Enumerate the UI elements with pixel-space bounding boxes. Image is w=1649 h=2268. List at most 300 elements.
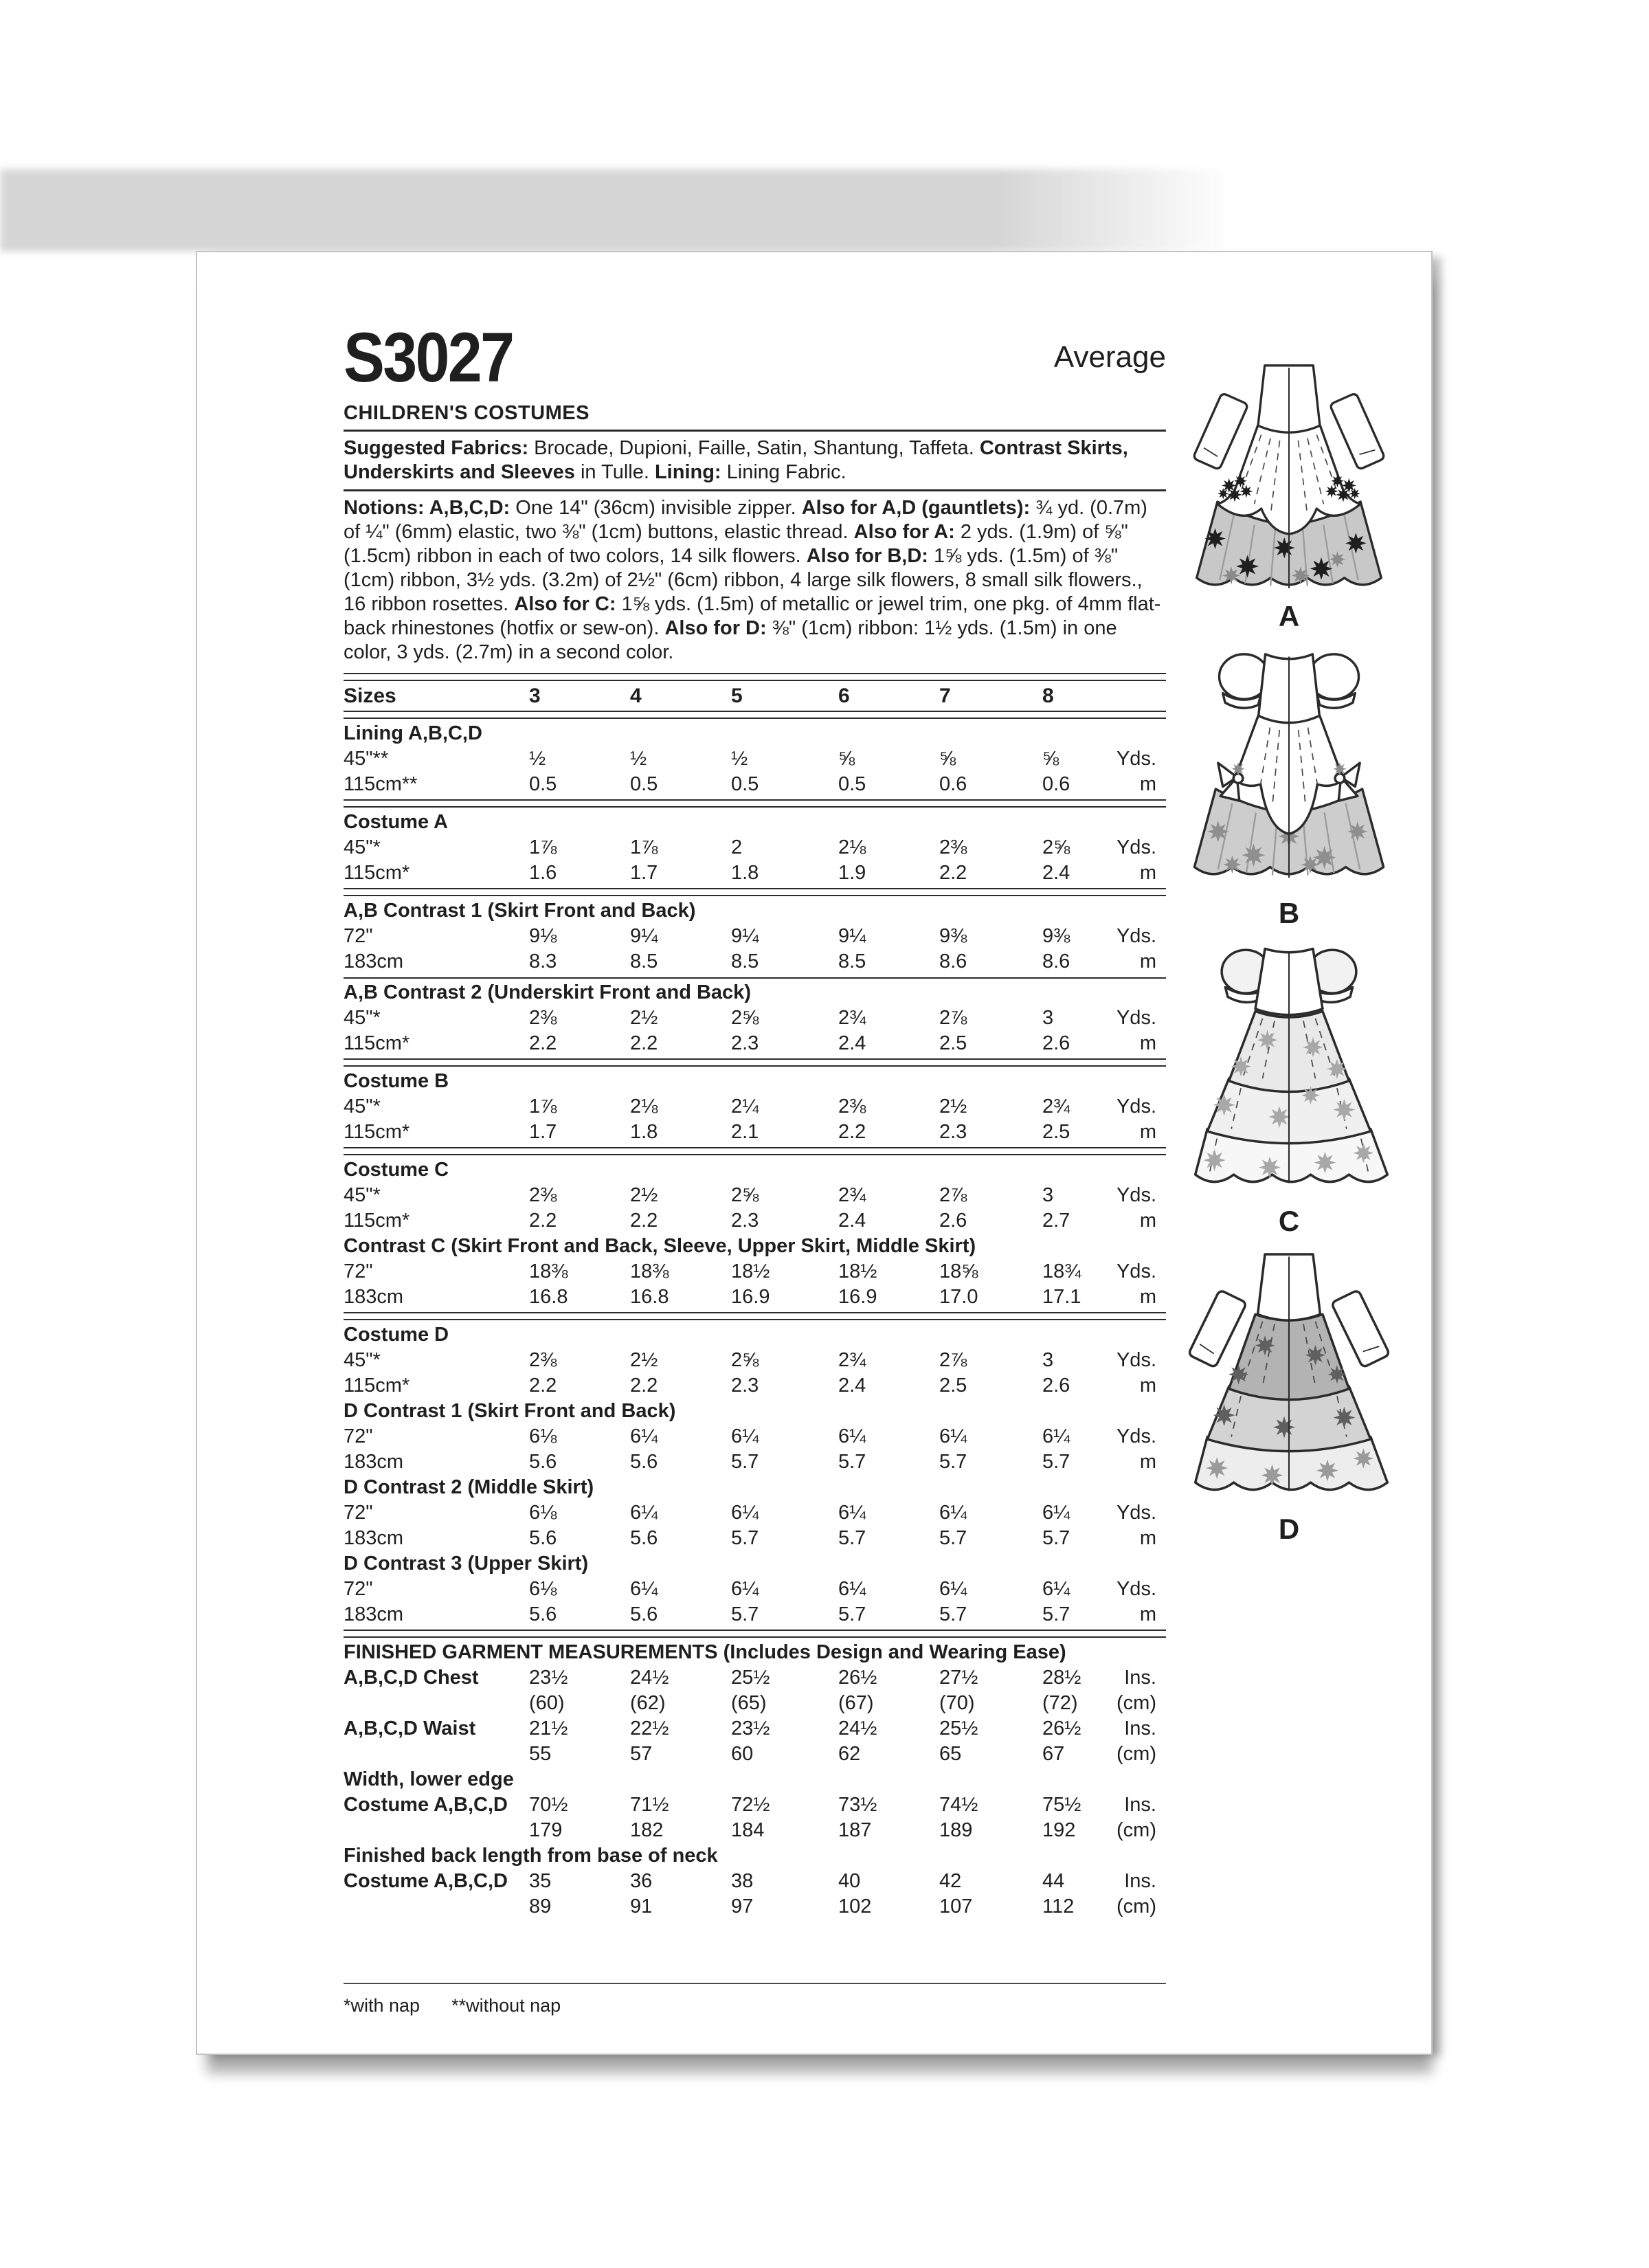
size-value: 2⅝ (731, 1007, 759, 1029)
size-value: 8.3 (529, 950, 557, 972)
table-row (344, 860, 1166, 886)
heading-rule (344, 430, 1166, 432)
size-value: 67 (1042, 1743, 1065, 1765)
table-row (344, 746, 1166, 772)
row-unit: m (1139, 1286, 1156, 1308)
size-value: 6⅛ (529, 1578, 557, 1600)
size-value: 25½ (731, 1667, 770, 1689)
table-body (344, 721, 1166, 1920)
table-row (344, 1285, 1166, 1310)
text-segment: Notions: A,B,C,D: (344, 497, 511, 519)
size-value: 2.3 (731, 1210, 759, 1232)
fabrics-rule (344, 489, 1166, 491)
size-value: 187 (838, 1819, 872, 1841)
size-header: 3 (529, 684, 541, 707)
text-segment: Also for B,D: (806, 545, 928, 567)
text-segment: Also for C: (514, 593, 616, 615)
size-value: 5.7 (731, 1603, 759, 1625)
table-row (344, 1348, 1166, 1373)
row-unit: Yds. (1116, 1425, 1156, 1447)
size-value: 1⅞ (630, 836, 658, 858)
row-unit: Yds. (1116, 1007, 1156, 1029)
row-label: 183cm (344, 1451, 404, 1473)
size-value: 2⅞ (939, 1349, 967, 1371)
size-value: 1⅞ (529, 1096, 557, 1118)
size-value: 1.7 (630, 862, 658, 884)
fabrics-paragraph (344, 436, 1166, 485)
row-label: 72" (344, 925, 373, 947)
row-label: Costume A,B,C,D (344, 1870, 508, 1892)
row-label: 72" (344, 1425, 373, 1447)
table-top-rule (344, 673, 1166, 681)
row-label: 72" (344, 1260, 373, 1282)
size-value: 2¾ (838, 1349, 866, 1371)
size-value: 18¾ (1042, 1260, 1081, 1282)
text-segment: Also for A,D (gauntlets): (801, 497, 1031, 519)
size-value: 2⅜ (939, 836, 967, 858)
size-value: 5.6 (630, 1603, 658, 1625)
size-value: 6¼ (939, 1425, 967, 1447)
row-unit: Ins. (1124, 1717, 1156, 1739)
row-unit: m (1139, 1527, 1156, 1549)
size-value: 8.5 (838, 950, 866, 972)
size-value: 1.7 (529, 1121, 557, 1143)
view-d-label: D (1278, 1513, 1300, 1545)
row-label: 115cm* (344, 1375, 410, 1397)
table-row (344, 1577, 1166, 1602)
size-value: (60) (529, 1692, 565, 1714)
size-value: 0.6 (939, 773, 967, 795)
size-value: 2⅞ (939, 1007, 967, 1029)
size-value: 16.8 (529, 1286, 568, 1308)
row-label: 72" (344, 1578, 373, 1600)
size-value: 2.2 (630, 1375, 658, 1397)
size-value: 6¼ (939, 1578, 967, 1600)
size-value: ½ (529, 748, 546, 770)
size-value: 35 (529, 1870, 552, 1892)
size-value: 3 (1042, 1007, 1054, 1029)
text-segment: in Tulle. (574, 461, 655, 483)
size-value: 44 (1042, 1870, 1065, 1892)
size-value: 16.9 (838, 1286, 877, 1308)
view-a (1174, 354, 1404, 633)
size-value: 24½ (838, 1717, 877, 1739)
size-value: 16.8 (630, 1286, 669, 1308)
size-value: 6¼ (1042, 1425, 1070, 1447)
size-value: 6¼ (630, 1502, 658, 1524)
size-value: 2.3 (731, 1032, 759, 1054)
table-section-title: Lining A,B,C,D (344, 722, 482, 744)
row-unit: m (1139, 950, 1156, 972)
text-segment: Lining Fabric. (721, 461, 846, 483)
size-value: 21½ (529, 1717, 568, 1739)
size-value: 1.8 (731, 862, 759, 884)
size-value: 55 (529, 1743, 552, 1765)
size-value: 17.0 (939, 1286, 978, 1308)
size-value: 6¼ (731, 1502, 759, 1524)
size-value: 2.5 (939, 1032, 967, 1054)
size-header: 4 (630, 684, 642, 707)
difficulty-rating: Average (1053, 340, 1166, 374)
size-value: 8.6 (1042, 950, 1070, 972)
row-label: 115cm* (344, 1032, 410, 1054)
size-value: 5.6 (529, 1451, 557, 1473)
table-row (344, 1449, 1166, 1475)
size-value: 6⅛ (529, 1425, 557, 1447)
size-value: 6⅛ (529, 1502, 557, 1524)
size-value: 5.7 (731, 1451, 759, 1473)
size-value: 3 (1042, 1349, 1054, 1371)
row-unit: Yds. (1116, 1502, 1156, 1524)
size-value: 2⅜ (838, 1096, 866, 1118)
table-section-title: D Contrast 3 (Upper Skirt) (344, 1553, 589, 1575)
size-value: 38 (731, 1870, 754, 1892)
size-value: (65) (731, 1692, 767, 1714)
table-row (344, 1183, 1166, 1208)
size-value: 65 (939, 1743, 962, 1765)
top-shadow-band (0, 169, 1247, 252)
dress-a-illustration (1174, 354, 1404, 599)
size-value: 2.4 (838, 1032, 866, 1054)
text-segment: ¾ yd. (0.7m) of ¼" (6mm) elastic, two ⅜" (1cm) buttons, elastic thread. (344, 497, 1147, 543)
row-unit: m (1139, 1210, 1156, 1232)
dress-c-illustration (1169, 937, 1409, 1203)
size-value: 6¼ (1042, 1502, 1070, 1524)
size-value: ½ (630, 748, 647, 770)
size-value: 5.7 (939, 1527, 967, 1549)
size-value: 27½ (939, 1667, 978, 1689)
size-value: 9¼ (731, 925, 759, 947)
size-value: 2⅝ (1042, 836, 1070, 858)
size-value: 9⅜ (939, 925, 967, 947)
size-header: 5 (731, 684, 743, 707)
size-value: 2.7 (1042, 1210, 1070, 1232)
table-row (344, 1894, 1166, 1920)
row-label: 115cm** (344, 773, 418, 795)
size-value: 2⅛ (630, 1096, 658, 1118)
size-value: 0.5 (838, 773, 866, 795)
table-row (344, 1792, 1166, 1818)
view-a-label: A (1278, 600, 1300, 632)
table-section-rule (344, 1058, 1166, 1067)
table-subheading: Width, lower edge (344, 1768, 514, 1790)
size-value: 102 (838, 1895, 872, 1917)
table-row (344, 1716, 1166, 1742)
row-unit: m (1139, 773, 1156, 795)
table-section-title: Costume B (344, 1070, 449, 1092)
size-value: 18⅜ (630, 1260, 669, 1282)
size-value: 189 (939, 1819, 973, 1841)
size-value: 5.7 (838, 1451, 866, 1473)
size-value: 2⅜ (529, 1349, 557, 1371)
text-segment: Also for A: (853, 521, 955, 543)
size-value: ⅝ (838, 748, 855, 770)
size-value: 6¼ (630, 1425, 658, 1447)
table-row (344, 772, 1166, 797)
row-unit: (cm) (1117, 1895, 1156, 1917)
table-section-rule (344, 1147, 1166, 1155)
size-value: 18½ (731, 1260, 770, 1282)
footnote-with-nap: *with nap (344, 1995, 420, 2016)
view-d (1169, 1245, 1409, 1546)
size-header: 7 (939, 684, 951, 707)
size-value: 75½ (1042, 1794, 1081, 1816)
size-value: 182 (630, 1819, 664, 1841)
row-label: 115cm* (344, 1121, 410, 1143)
row-label: 183cm (344, 1527, 404, 1549)
size-value: 8.5 (630, 950, 658, 972)
table-section-rule (344, 977, 1166, 979)
size-value: 2.6 (939, 1210, 967, 1232)
size-value: 1.6 (529, 862, 557, 884)
size-value: 2.2 (529, 1032, 557, 1054)
size-value: ½ (731, 748, 748, 770)
footnote-without-nap: **without nap (451, 1995, 561, 2016)
size-value: 6¼ (838, 1425, 866, 1447)
size-value: 5.7 (838, 1527, 866, 1549)
row-label: Costume A,B,C,D (344, 1794, 508, 1816)
size-value: 18⅝ (939, 1260, 978, 1282)
size-value: 72½ (731, 1794, 770, 1816)
text-segment: 1⅝ yds. (1.5m) of ⅜" (1cm) ribbon, 3½ yds. (3.2m) of 2½" (6cm) ribbon, 4 large silk flowers, 8 small silk flowers., 16 ribbon rosettes. (344, 545, 1143, 615)
row-label: 72" (344, 1502, 373, 1524)
row-label: 45"* (344, 1349, 381, 1371)
footnote-rule (344, 1983, 1166, 1984)
row-unit: m (1139, 1451, 1156, 1473)
text-segment: Suggested Fabrics: (344, 437, 529, 459)
row-unit: Ins. (1124, 1870, 1156, 1892)
row-unit: m (1139, 1032, 1156, 1054)
size-value: 9¼ (630, 925, 658, 947)
size-value: 5.7 (838, 1603, 866, 1625)
size-value: ⅝ (1042, 748, 1059, 770)
row-label: 183cm (344, 1603, 404, 1625)
size-value: 18⅜ (529, 1260, 568, 1282)
view-b (1171, 640, 1407, 930)
size-value: 0.5 (529, 773, 557, 795)
table-row (344, 1818, 1166, 1843)
row-unit: Ins. (1124, 1667, 1156, 1689)
row-unit: Yds. (1116, 1096, 1156, 1118)
size-value: 70½ (529, 1794, 568, 1816)
size-value: 2½ (630, 1184, 658, 1206)
size-value: 2.6 (1042, 1375, 1070, 1397)
size-value: 2.2 (838, 1121, 866, 1143)
size-value: 1⅞ (529, 836, 557, 858)
size-value: 2 (731, 836, 743, 858)
table-header-row (344, 683, 1166, 709)
size-value: 2.3 (731, 1375, 759, 1397)
dress-d-illustration (1169, 1245, 1409, 1511)
size-value: 36 (630, 1870, 653, 1892)
table-row (344, 1691, 1166, 1716)
size-value: 5.6 (529, 1527, 557, 1549)
table-header-rule (344, 711, 1166, 719)
dress-b-illustration (1171, 640, 1407, 896)
text-column (344, 252, 1166, 2016)
table-row (344, 1031, 1166, 1056)
row-label: 115cm* (344, 1210, 410, 1232)
row-unit: Yds. (1116, 836, 1156, 858)
size-value: 8.6 (939, 950, 967, 972)
size-value: 2.2 (630, 1210, 658, 1232)
size-value: 9⅜ (1042, 925, 1070, 947)
table-section-title: Costume D (344, 1324, 449, 1346)
table-section-title: FINISHED GARMENT MEASUREMENTS (Includes Design and Wearing Ease) (344, 1641, 1066, 1663)
size-value: 2⅜ (529, 1007, 557, 1029)
size-value: 5.7 (731, 1527, 759, 1549)
size-value: 2½ (939, 1096, 967, 1118)
size-value: 23½ (731, 1717, 770, 1739)
size-value: 6¼ (838, 1578, 866, 1600)
size-value: 2.2 (529, 1375, 557, 1397)
row-label: 45"** (344, 748, 389, 770)
size-value: 97 (731, 1895, 754, 1917)
size-value: (72) (1042, 1692, 1078, 1714)
row-unit: Yds. (1116, 1349, 1156, 1371)
size-value: 0.6 (1042, 773, 1070, 795)
table-row (344, 1094, 1166, 1120)
size-value: 26½ (838, 1667, 877, 1689)
row-unit: Ins. (1124, 1794, 1156, 1816)
table-row (344, 1500, 1166, 1526)
size-value: 2.4 (838, 1210, 866, 1232)
size-value: 2.6 (1042, 1032, 1070, 1054)
table-section-title: Contrast C (Skirt Front and Back, Sleeve, Upper Skirt, Middle Skirt) (344, 1235, 976, 1257)
table-row (344, 1742, 1166, 1767)
size-value: 25½ (939, 1717, 978, 1739)
yardage-table (344, 673, 1166, 1920)
text-segment: Lining: (654, 461, 721, 483)
row-label: A,B,C,D Waist (344, 1717, 476, 1739)
size-value: 71½ (630, 1794, 669, 1816)
size-value: 74½ (939, 1794, 978, 1816)
size-value: 42 (939, 1870, 962, 1892)
size-value: 22½ (630, 1717, 669, 1739)
row-unit: Yds. (1116, 1578, 1156, 1600)
row-unit: (cm) (1117, 1743, 1156, 1765)
size-value: 0.5 (630, 773, 658, 795)
size-value: 6¼ (838, 1502, 866, 1524)
size-value: 0.5 (731, 773, 759, 795)
size-value: 3 (1042, 1184, 1054, 1206)
size-value: 89 (529, 1895, 552, 1917)
size-value: 2⅞ (939, 1184, 967, 1206)
size-value: 6¼ (939, 1502, 967, 1524)
row-unit: Yds. (1116, 1260, 1156, 1282)
row-unit: m (1139, 1603, 1156, 1625)
size-value: 2.4 (1042, 862, 1070, 884)
size-value: 2⅛ (838, 836, 866, 858)
row-label: 45"* (344, 836, 381, 858)
row-unit: m (1139, 1121, 1156, 1143)
size-value: 6¼ (1042, 1578, 1070, 1600)
row-unit: Yds. (1116, 1184, 1156, 1206)
text-segment: Also for D: (664, 617, 767, 639)
text-segment: Contrast Skirts, Underskirts and Sleeves (344, 437, 1128, 483)
table-section-title: A,B Contrast 2 (Underskirt Front and Back) (344, 981, 751, 1003)
table-row (344, 835, 1166, 860)
size-value: (67) (838, 1692, 874, 1714)
table-section-rule (344, 1312, 1166, 1320)
table-row (344, 1869, 1166, 1894)
table-section-rule (344, 799, 1166, 808)
table-row (344, 1259, 1166, 1285)
footnotes (344, 1995, 1166, 2016)
size-value: 5.7 (1042, 1527, 1070, 1549)
size-value: 23½ (529, 1667, 568, 1689)
row-label: 115cm* (344, 862, 410, 884)
size-value: 62 (838, 1743, 861, 1765)
size-value: ⅝ (939, 748, 956, 770)
view-c (1169, 937, 1409, 1238)
size-value: 8.5 (731, 950, 759, 972)
size-value: 26½ (1042, 1717, 1081, 1739)
row-label: 45"* (344, 1096, 381, 1118)
text-segment: 2 yds. (1.9m) of ⅝" (1.5cm) ribbon in each of two colors, 14 silk flowers. (344, 521, 1128, 567)
text-segment: Brocade, Dupioni, Faille, Satin, Shantung, Taffeta. (528, 437, 980, 459)
table-section-rule (344, 1630, 1166, 1638)
row-label: 45"* (344, 1184, 381, 1206)
text-segment: One 14" (36cm) invisible zipper. (510, 497, 802, 519)
size-value: 179 (529, 1819, 563, 1841)
size-value: 1.9 (838, 862, 866, 884)
table-section-title: Costume C (344, 1159, 449, 1181)
table-row (344, 1526, 1166, 1551)
size-value: (62) (630, 1692, 666, 1714)
size-value: 2½ (630, 1349, 658, 1371)
row-label: A,B,C,D Chest (344, 1667, 479, 1689)
size-value: 73½ (838, 1794, 877, 1816)
view-c-label: C (1278, 1205, 1300, 1237)
size-value: 2¾ (838, 1184, 866, 1206)
row-unit: m (1139, 862, 1156, 884)
size-value: 2¼ (731, 1096, 759, 1118)
row-unit: (cm) (1117, 1819, 1156, 1841)
size-value: 6¼ (630, 1578, 658, 1600)
size-value: 28½ (1042, 1667, 1081, 1689)
table-row (344, 924, 1166, 949)
size-value: 60 (731, 1743, 754, 1765)
size-value: 91 (630, 1895, 653, 1917)
size-value: 2¾ (1042, 1096, 1070, 1118)
size-value: 9¼ (838, 925, 866, 947)
size-value: 16.9 (731, 1286, 770, 1308)
size-value: 2.5 (1042, 1121, 1070, 1143)
view-b-label: B (1278, 897, 1300, 929)
size-value: 5.7 (1042, 1603, 1070, 1625)
table-row (344, 1373, 1166, 1399)
table-section-title: D Contrast 2 (Middle Skirt) (344, 1476, 594, 1498)
size-value: (70) (939, 1692, 975, 1714)
size-value: 6¼ (731, 1425, 759, 1447)
table-row (344, 1424, 1166, 1449)
table-row (344, 1208, 1166, 1234)
notions-paragraph (344, 496, 1166, 665)
document-heading: CHILDREN'S COSTUMES (344, 402, 590, 424)
size-value: 2.2 (939, 862, 967, 884)
size-value: 192 (1042, 1819, 1076, 1841)
size-value: 2⅝ (731, 1349, 759, 1371)
size-value: 9⅛ (529, 925, 557, 947)
table-section-title: A,B Contrast 1 (Skirt Front and Back) (344, 900, 696, 922)
size-value: 18½ (838, 1260, 877, 1282)
row-unit: Yds. (1116, 748, 1156, 770)
size-value: 17.1 (1042, 1286, 1081, 1308)
size-value: 5.6 (630, 1451, 658, 1473)
row-label: 183cm (344, 950, 404, 972)
size-value: 5.6 (529, 1603, 557, 1625)
